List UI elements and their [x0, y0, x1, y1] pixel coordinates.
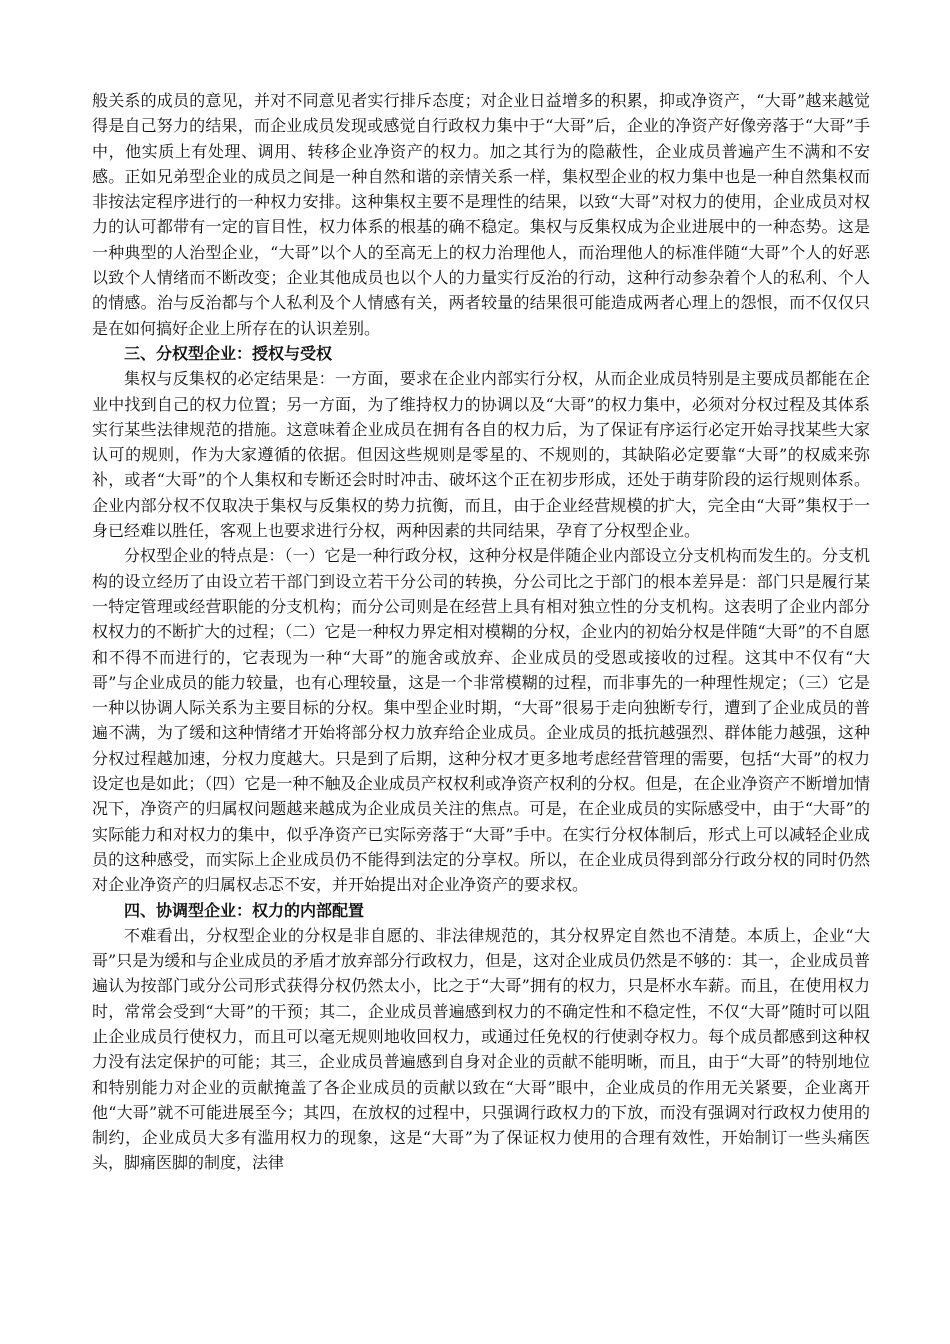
paragraph-continued: 般关系的成员的意见，并对不同意见者实行排斥态度；对企业日益增多的积累，抑或净资产，“大哥”越来越觉得是自己努力的结果，而企业成员发现或感觉自行政权力集中于“大哥”后，企业的净资产好像旁落于“大哥”手中，他实质上有处理、调用、转移企业净资产的权力。加之其行为的隐蔽性，企业成员普遍产生不满和不安感。正如兄弟型企业的成员之间是一种自然和谐的亲情关系一样，集权型企业的权力集中也是一种自然集权而非按法定程序进行的一种权力安排。这种集权主要不是理性的结果，以致“大哥”对权力的使用，企业成员对权力的认可都带有一定的盲目性，权力体系的根基的确不稳定。集权与反集权成为企业进展中的一种态势。这是一种典型的人治型企业，“大哥”以个人的至高无上的权力治理他人，而治理他人的标准伴随“大哥”个人的好恶以致个人情绪而不断改变；企业其他成员也以个人的力量实行反治的行动，这种行动参杂着个人的私利、个人的情感。治与反治都与个人私利及个人情感有关，两者较量的结果很可能造成两者心理上的怨恨，而不仅仅只是在如何搞好企业上所存在的认识差别。: [92, 91, 870, 338]
document-body: [92, 88, 870, 1176]
paragraph: 不难看出，分权型企业的分权是非自愿的、非法律规范的，其分权界定自然也不清楚。本质上，企业“大哥”只是为缓和与企业成员的矛盾才放弃部分行政权力，但是，这对企业成员仍然是不够的：其一，企业成员普遍认为按部门或分公司形式获得分权仍然太小，比之于“大哥”拥有的权力，只是杯水车薪。而且，在使用权力时，常常会受到“大哥”的干预；其二，企业成员普遍感到权力的不确定性和不稳定性，不仅“大哥”随时可以阻止企业成员行使权力，而且可以毫无规则地收回权力，或通过任免权的行使剥夺权力。每个成员都感到这种权力没有法定保护的可能；其三，企业成员普遍感到自身对企业的贡献不能明晰，而且，由于“大哥”的特别地位和特别能力对企业的贡献掩盖了各企业成员的贡献以致在“大哥”眼中，企业成员的作用无关紧要，企业离开他“大哥”就不可能进展至今；其四，在放权的过程中，只强调行政权力的下放，而没有强调对行政权力使用的制约，企业成员大多有滥用权力的现象，这是“大哥”为了保证权力使用的合理有效性，开始制订一些头痛医头，脚痛医脚的制度，法律: [92, 925, 870, 1173]
section-heading-3: 三、分权型企业：授权与受权: [124, 343, 333, 363]
paragraph: 集权与反集权的必定结果是：一方面，要求在企业内部实行分权，从而企业成员特别是主要成员都能在企业中找到自己的权力位置；另一方面，为了维持权力的协调以及“大哥”的权力集中，必须对分权过程及其体系实行某些法律规范的措施。这意味着企业成员在拥有各自的权力后，为了保证有序运行必定开始寻找某些大家认可的规则，作为大家遵循的依据。但因这些规则是零星的、不规则的，其缺陷必定要靠“大哥”的权威来弥补，或者“大哥”的个人集权和专断还会时时冲击、破坏这个正在初步形成，还处于萌芽阶段的运行规则体系。企业内部分权不仅取决于集权与反集权的势力抗衡，而且，由于企业经营规模的扩大，完全由“大哥”集权于一身已经难以胜任，客观上也要求进行分权，两种因素的共同结果，孕育了分权型企业。: [92, 369, 870, 541]
paragraph: 分权型企业的特点是：（一）它是一种行政分权，这种分权是伴随企业内部设立分支机构而发生的。分支机构的设立经历了由设立若干部门到设立若干分公司的转换，分公司比之于部门的根本差异是：部门只是履行某一特定管理或经营职能的分支机构；而分公司则是在经营上具有相对独立性的分支机构。这表明了企业内部分权权力的不断扩大的过程；（二）它是一种权力界定相对模糊的分权，企业内的初始分权是伴随“大哥”的不自愿和不得不而进行的，它表现为一种“大哥”的施舍或放弃、企业成员的受恩或接收的过程。这其中不仅有“大哥”与企业成员的能力较量，也有心理较量，这是一个非常模糊的过程，而非事先的一种理性规定；（三）它是一种以协调人际关系为主要目标的分权。集中型企业时期，“大哥”很易于走向独断专行，遭到了企业成员的普遍不满，为了缓和这种情绪才开始将部分权力放弃给企业成员。企业成员的抵抗越强烈、群体能力越强，这种分权过程越加速，分权力度越大。只是到了后期，这种分权才更多地考虑经营管理的需要，包括“大哥”的权力设定也是如此；（四）它是一种不触及企业成员产权权利或净资产权利的分权。但是，在企业净资产不断增加情况下，净资产的归属权问题越来越成为企业成员关注的焦点。可是，在企业成员的实际感受中，由于“大哥”的实际能力和对权力的集中，似乎净资产已实际旁落于“大哥”手中。在实行分权体制后，形式上可以减轻企业成员的这种感受，而实际上企业成员仍不能得到法定的分享权。所以，在企业成员得到部分行政分权的同时仍然对企业净资产的归属权忐忑不安，并开始提出对企业净资产的要求权。: [92, 546, 870, 895]
section-heading-4: 四、协调型企业：权力的内部配置: [124, 900, 365, 920]
